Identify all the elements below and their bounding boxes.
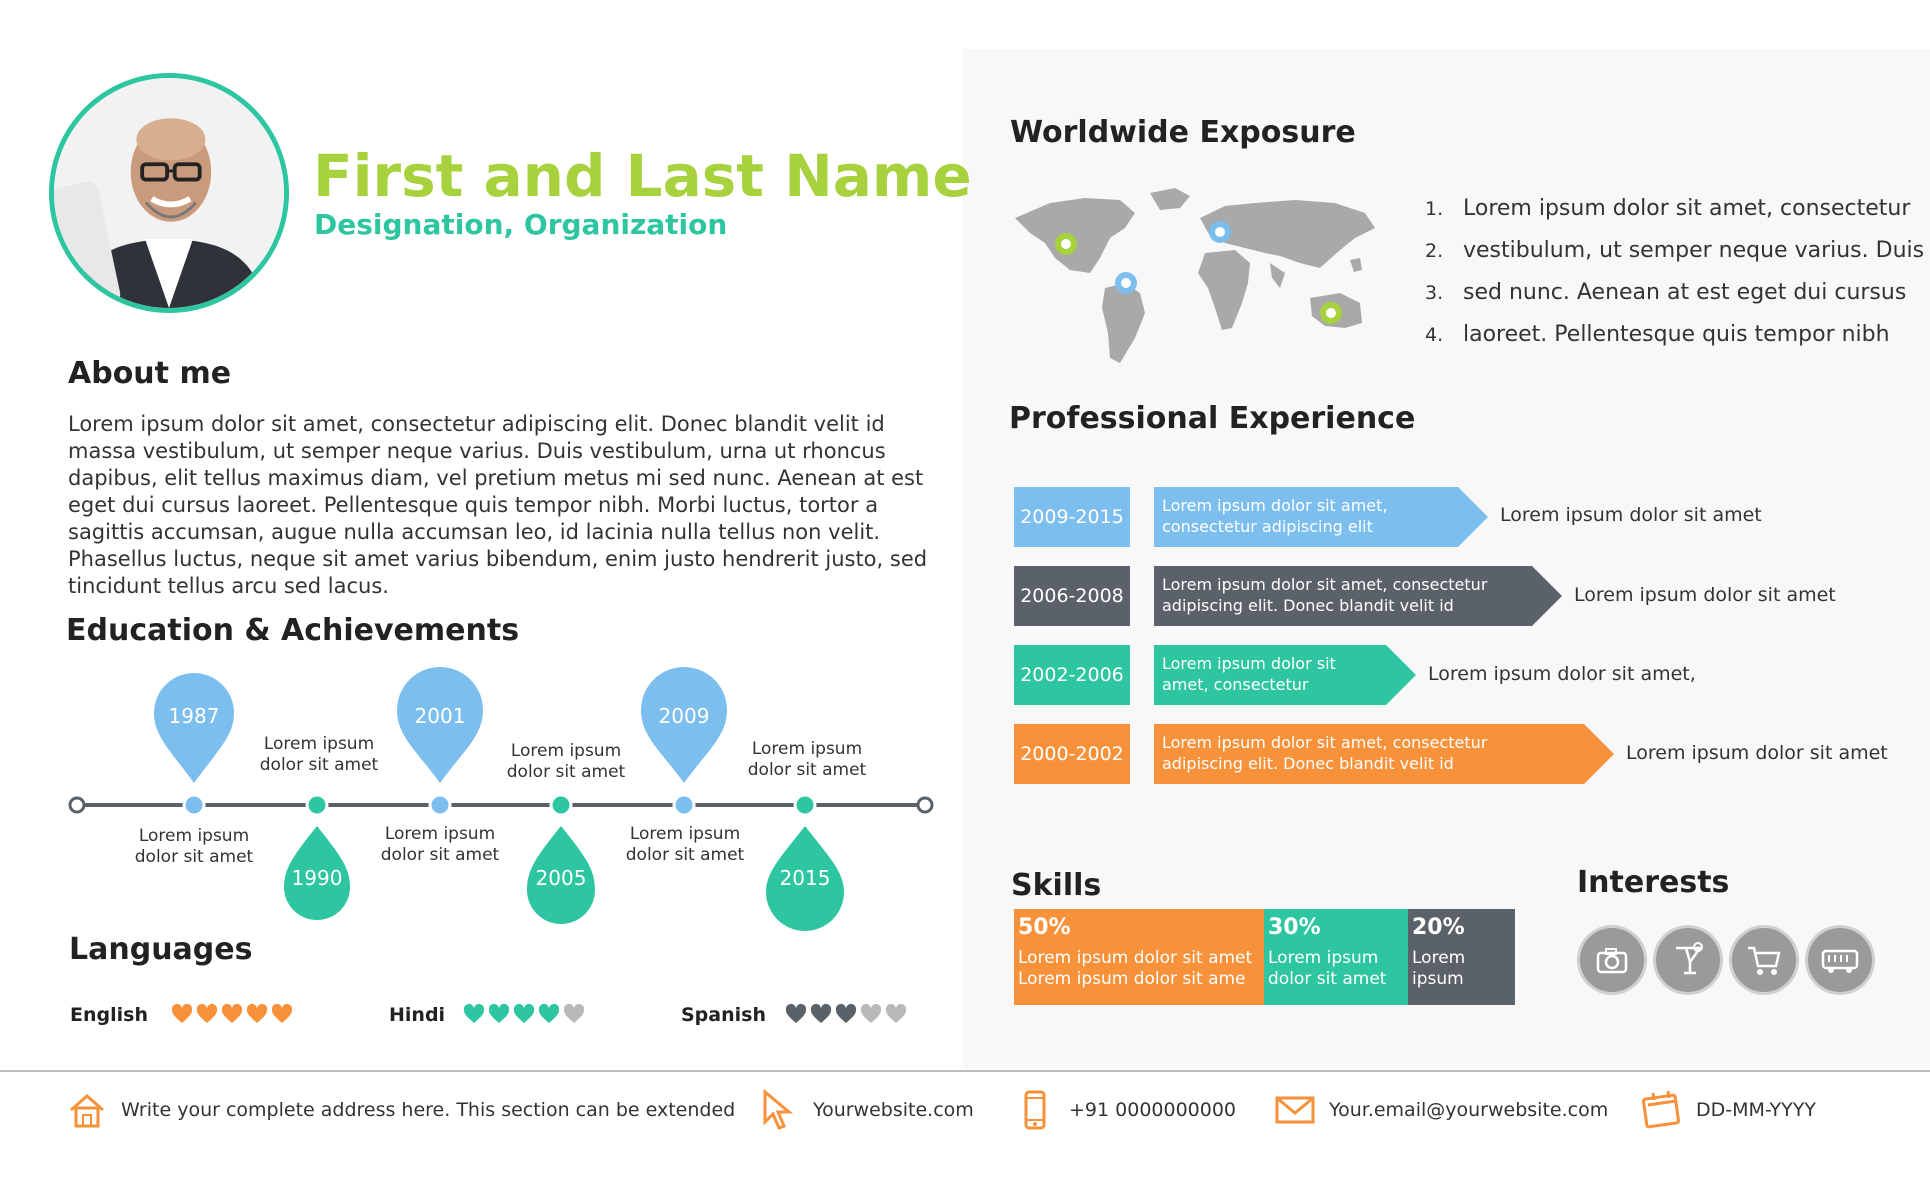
language-rating bbox=[171, 1003, 293, 1025]
heart-icon bbox=[221, 1003, 243, 1025]
experience-years: 2009-2015 bbox=[1014, 487, 1130, 547]
phone-icon bbox=[1013, 1088, 1057, 1132]
skill-percent: 20% bbox=[1412, 915, 1465, 940]
heart-icon bbox=[196, 1003, 218, 1025]
footer-phone bbox=[1013, 1090, 1236, 1130]
skill-percent: 50% bbox=[1018, 915, 1071, 940]
milestone-year: 1990 bbox=[291, 866, 343, 890]
interests-title: Interests bbox=[1577, 865, 1730, 900]
heart-icon bbox=[538, 1003, 560, 1025]
education-title: Education & Achievements bbox=[66, 613, 520, 648]
experience-note: Lorem ipsum dolor sit amet bbox=[1500, 504, 1762, 526]
milestone-label: Lorem ipsum dolor sit amet bbox=[506, 741, 626, 782]
experience-note: Lorem ipsum dolor sit amet, bbox=[1428, 663, 1696, 685]
heart-icon bbox=[810, 1003, 832, 1025]
experience-desc: Lorem ipsum dolor sit amet, consectetur adipiscing elit bbox=[1162, 496, 1388, 536]
language-rating bbox=[785, 1003, 907, 1025]
milestone-label: Lorem ipsum dolor sit amet bbox=[134, 826, 254, 867]
experience-years: 2002-2006 bbox=[1014, 645, 1130, 705]
milestone-label: Lorem ipsum dolor sit amet bbox=[625, 824, 745, 865]
profile-photo bbox=[49, 73, 289, 313]
languages-title: Languages bbox=[69, 932, 253, 967]
cocktail-icon bbox=[1653, 925, 1723, 995]
milestone-label: Lorem ipsum dolor sit amet bbox=[259, 734, 379, 775]
language-name: Hindi bbox=[389, 1004, 446, 1026]
cart-icon bbox=[1729, 925, 1799, 995]
bus-icon bbox=[1805, 925, 1875, 995]
footer-email[interactable] bbox=[1273, 1090, 1608, 1130]
date-text: DD-MM-YYYY bbox=[1696, 1099, 1816, 1121]
milestone-label: Lorem ipsum dolor sit amet bbox=[380, 824, 500, 865]
skill-text: Lorem ipsum dolor sit amet Lorem ipsum dolor sit ame bbox=[1018, 948, 1253, 989]
calendar-icon bbox=[1640, 1088, 1684, 1132]
experience-note: Lorem ipsum dolor sit amet bbox=[1574, 584, 1836, 606]
person-avatar-icon bbox=[54, 78, 284, 308]
milestone-year: 2001 bbox=[414, 704, 466, 728]
heart-icon bbox=[563, 1003, 585, 1025]
skill-block bbox=[1264, 909, 1408, 1005]
experience-years: 2000-2002 bbox=[1014, 724, 1130, 784]
phone-text: +91 0000000000 bbox=[1069, 1099, 1237, 1121]
heart-icon bbox=[860, 1003, 882, 1025]
list-item: 2. vestibulum, ut semper neque varius. Duis bbox=[1425, 238, 1925, 263]
experience-note: Lorem ipsum dolor sit amet bbox=[1626, 742, 1888, 764]
skills-title: Skills bbox=[1011, 868, 1102, 903]
list-item: 1. Lorem ipsum dolor sit amet, consectetur bbox=[1425, 196, 1911, 221]
camera-icon bbox=[1577, 925, 1647, 995]
milestone-year: 2015 bbox=[779, 866, 831, 890]
home-icon bbox=[65, 1088, 109, 1132]
language-name: Spanish bbox=[681, 1004, 766, 1026]
experience-years: 2006-2008 bbox=[1014, 566, 1130, 626]
skill-block bbox=[1014, 909, 1264, 1005]
heart-icon bbox=[246, 1003, 268, 1025]
mail-icon bbox=[1273, 1088, 1317, 1132]
footer-website[interactable] bbox=[757, 1090, 974, 1130]
list-item: 4. laoreet. Pellentesque quis tempor nibh bbox=[1425, 322, 1890, 347]
experience-desc: Lorem ipsum dolor sit amet, consectetur bbox=[1162, 654, 1336, 694]
website-link[interactable]: Yourwebsite.com bbox=[813, 1099, 974, 1121]
skill-text: Lorem ipsum dolor sit amet bbox=[1268, 948, 1387, 989]
timeline-graphic bbox=[60, 640, 940, 940]
email-link[interactable]: Your.email@yourwebsite.com bbox=[1329, 1099, 1609, 1121]
worldwide-list bbox=[1425, 188, 1924, 356]
world-map-icon bbox=[1010, 178, 1390, 378]
language-name: English bbox=[70, 1004, 148, 1026]
milestone-year: 1987 bbox=[168, 704, 220, 728]
worldwide-title: Worldwide Exposure bbox=[1010, 115, 1356, 150]
footer-address bbox=[65, 1090, 735, 1130]
heart-icon bbox=[513, 1003, 535, 1025]
cursor-icon bbox=[757, 1088, 801, 1132]
list-item: 3. sed nunc. Aenean at est eget dui cursus bbox=[1425, 280, 1907, 305]
milestone-year: 2009 bbox=[658, 704, 710, 728]
address-text: Write your complete address here. This section can be extended bbox=[121, 1099, 736, 1121]
footer-divider bbox=[0, 1070, 1930, 1072]
person-name: First and Last Name bbox=[313, 142, 972, 210]
education-timeline bbox=[60, 640, 940, 940]
heart-icon bbox=[463, 1003, 485, 1025]
about-title: About me bbox=[68, 356, 232, 391]
footer-date bbox=[1640, 1090, 1816, 1130]
experience-desc: Lorem ipsum dolor sit amet, consectetur adipiscing elit. Donec blandit velit id bbox=[1162, 575, 1488, 615]
skill-percent: 30% bbox=[1268, 915, 1321, 940]
milestone-year: 2005 bbox=[535, 866, 587, 890]
skill-text: Lorem ipsum bbox=[1412, 948, 1466, 989]
heart-icon bbox=[785, 1003, 807, 1025]
heart-icon bbox=[488, 1003, 510, 1025]
skill-block bbox=[1408, 909, 1515, 1005]
milestone-label: Lorem ipsum dolor sit amet bbox=[747, 739, 867, 780]
person-designation: Designation, Organization bbox=[314, 208, 728, 241]
heart-icon bbox=[171, 1003, 193, 1025]
experience-desc: Lorem ipsum dolor sit amet, consectetur adipiscing elit. Donec blandit velit id bbox=[1162, 733, 1488, 773]
experience-title: Professional Experience bbox=[1009, 401, 1416, 436]
heart-icon bbox=[271, 1003, 293, 1025]
heart-icon bbox=[835, 1003, 857, 1025]
language-rating bbox=[463, 1003, 585, 1025]
about-text: Lorem ipsum dolor sit amet, consectetur adipiscing elit. Donec blandit velit id massa vestibulum, ut semper neque varius. Duis vestibulum, urna ut rhoncus dapibus, elit tellus maximus diam, vel pretium metus mi sed nunc. Aenean at est eget dui cursus laoreet. Pellentesque quis tempor nibh. Morbi luctus, tortor a sagittis accumsan, augue nulla accumsan leo, id lacinia nulla tellus non velit. Phasellus luctus, neque sit amet varius bibendum, enim justo hendrerit justo, sed tincidunt tellus arcu sed lacus. bbox=[68, 412, 928, 598]
heart-icon bbox=[885, 1003, 907, 1025]
